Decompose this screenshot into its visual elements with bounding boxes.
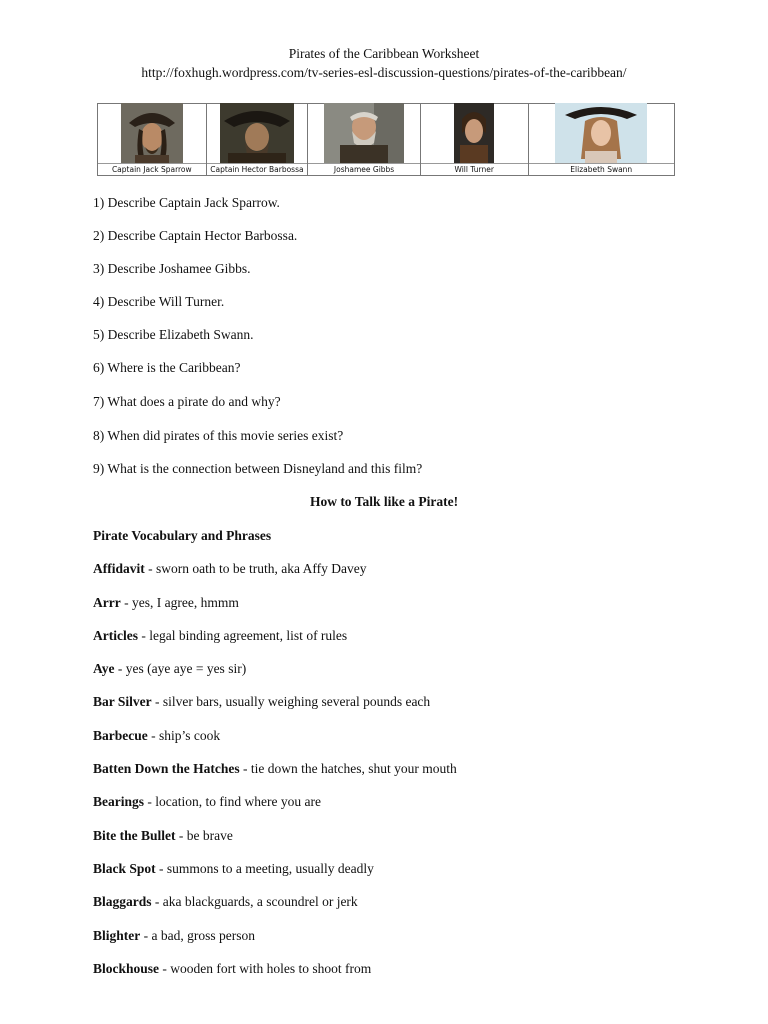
vocab-definition: - location, to find where you are [144, 794, 321, 809]
question-8: 8) When did pirates of this movie series exist? [93, 428, 344, 443]
vocab-definition: - summons to a meeting, usually deadly [155, 861, 374, 876]
vocab-definition: - yes (aye aye = yes sir) [114, 661, 247, 676]
vocab-definition: - silver bars, usually weighing several pounds each [151, 694, 431, 709]
hector-barbossa-photo [207, 103, 308, 163]
vocab-entry [93, 561, 366, 577]
vocab-entry [93, 761, 457, 777]
character-caption: Will Turner [421, 163, 528, 175]
worksheet-title: Pirates of the Caribbean Worksheet [288, 46, 480, 61]
vocab-term: Batten Down the Hatches [93, 761, 240, 776]
character-panel-will-turner [421, 104, 529, 175]
section-title: How to Talk like a Pirate! [309, 494, 459, 509]
vocab-definition: - wooden fort with holes to shoot from [159, 961, 372, 976]
source-url: http://foxhugh.wordpress.com/tv-series-esl-discussion-questions/pirates-of-the-caribbean/ [141, 65, 627, 80]
vocab-definition: - legal binding agreement, list of rules [137, 628, 348, 643]
vocab-definition: - ship’s cook [147, 728, 221, 743]
vocab-entry [93, 694, 430, 710]
question-1: 1) Describe Captain Jack Sparrow. [93, 195, 280, 210]
joshamee-gibbs-photo [308, 103, 420, 163]
vocab-term: Affidavit [93, 561, 145, 576]
vocab-term: Aye [93, 661, 115, 676]
vocab-entry [93, 828, 233, 844]
vocab-term: Bearings [93, 794, 145, 809]
vocab-entry [93, 861, 374, 877]
vocab-entry [93, 894, 358, 910]
vocab-entry [93, 661, 246, 677]
vocab-definition: - a bad, gross person [140, 928, 255, 943]
character-panel-hector-barbossa [207, 104, 309, 175]
character-caption: Captain Jack Sparrow [98, 163, 206, 175]
vocab-term: Articles [93, 628, 138, 643]
question-3: 3) Describe Joshamee Gibbs. [93, 261, 251, 276]
will-turner-photo [421, 103, 528, 163]
character-panel-jack-sparrow [98, 104, 207, 175]
character-panel-joshamee-gibbs [308, 104, 421, 175]
vocab-definition: - aka blackguards, a scoundrel or jerk [151, 894, 358, 909]
vocab-term: Bite the Bullet [93, 828, 176, 843]
character-caption: Captain Hector Barbossa [207, 163, 308, 175]
vocab-term: Arrr [93, 595, 121, 610]
elizabeth-swann-photo [529, 103, 674, 163]
vocab-term: Barbecue [93, 728, 148, 743]
vocab-term: Black Spot [93, 861, 156, 876]
vocab-definition: - tie down the hatches, shut your mouth [239, 761, 457, 776]
character-panel-elizabeth-swann [529, 104, 674, 175]
jack-sparrow-photo [98, 103, 206, 163]
question-5: 5) Describe Elizabeth Swann. [93, 327, 254, 342]
vocab-term: Blaggards [93, 894, 152, 909]
vocab-entry [93, 595, 239, 611]
vocab-entry [93, 961, 371, 977]
character-photo-strip [97, 103, 675, 176]
question-9: 9) What is the connection between Disneyland and this film? [93, 461, 423, 476]
vocab-entry [93, 794, 321, 810]
vocab-term: Bar Silver [93, 694, 152, 709]
vocab-entry [93, 928, 255, 944]
vocab-entry [93, 728, 220, 744]
vocab-term: Blighter [93, 928, 141, 943]
vocab-definition: - yes, I agree, hmmm [120, 595, 239, 610]
question-7: 7) What does a pirate do and why? [93, 394, 281, 409]
question-6: 6) Where is the Caribbean? [93, 360, 241, 375]
vocab-term: Blockhouse [93, 961, 160, 976]
question-2: 2) Describe Captain Hector Barbossa. [93, 228, 298, 243]
vocab-definition: - sworn oath to be truth, aka Affy Davey [144, 561, 367, 576]
vocab-definition: - be brave [175, 828, 233, 843]
vocabulary-heading: Pirate Vocabulary and Phrases [93, 528, 272, 543]
character-caption: Elizabeth Swann [529, 163, 674, 175]
character-caption: Joshamee Gibbs [308, 163, 420, 175]
vocab-entry [93, 628, 347, 644]
question-4: 4) Describe Will Turner. [93, 294, 225, 309]
